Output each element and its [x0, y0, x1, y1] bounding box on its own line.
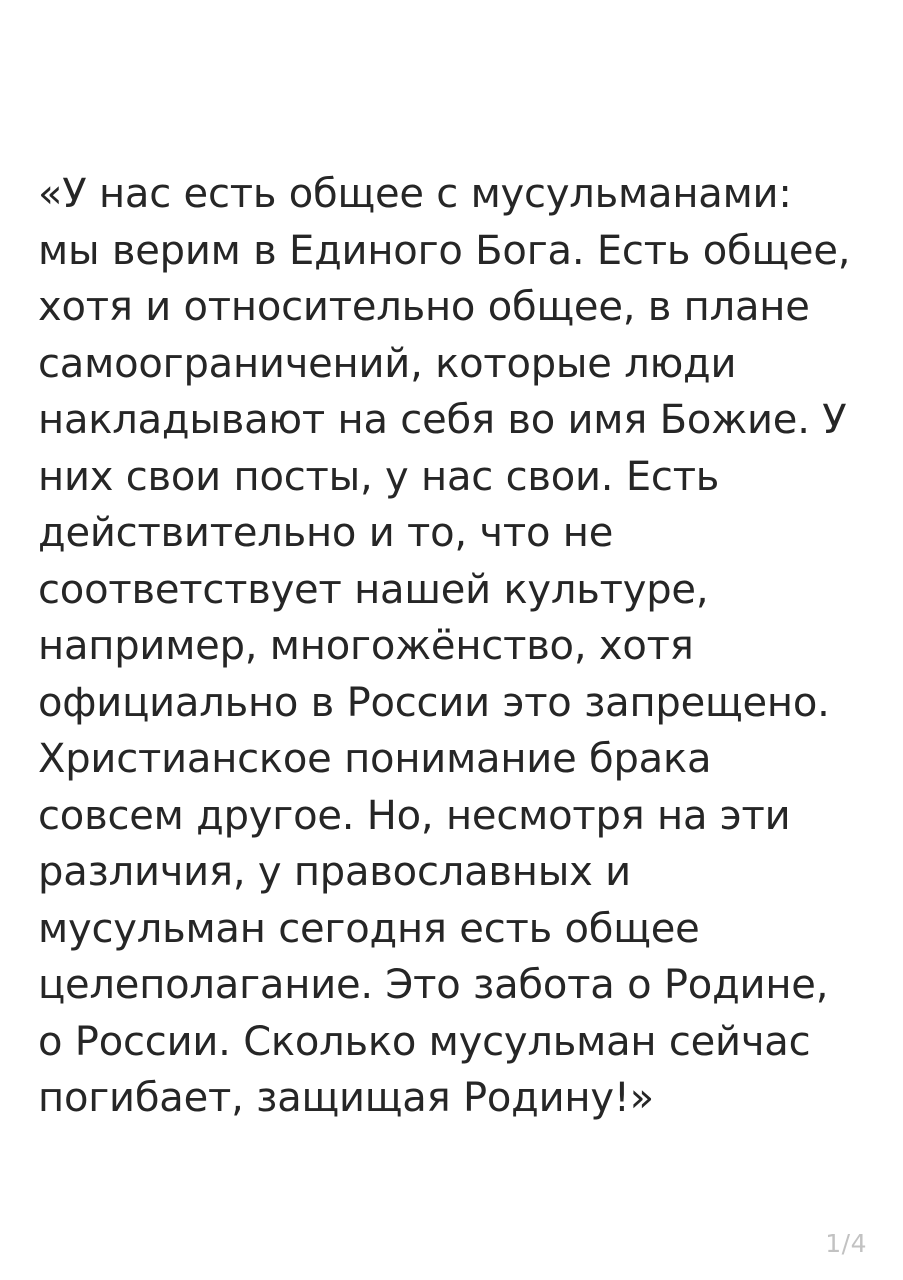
quote-block	[38, 126, 864, 1167]
quote-text: «У нас есть общее с мусульманами: мы верим в Единого Бога. Есть общее, хотя и относительно общее, в плане самоограничений, которые люди накладывают на себя во имя Божие. У них свои посты, у нас свои. Есть действительно и то, что не соответствует нашей культуре, например, многожёнство, хотя официально в России это запрещено. Христианское понимание брака совсем другое. Но, несмотря на эти различия, у православных и мусульман сегодня есть общее целеполагание. Это забота о Родине, о России. Сколько мусульман сейчас погибает, защищая Родину!»	[38, 171, 863, 1121]
page-counter: 1/4	[825, 1229, 867, 1258]
